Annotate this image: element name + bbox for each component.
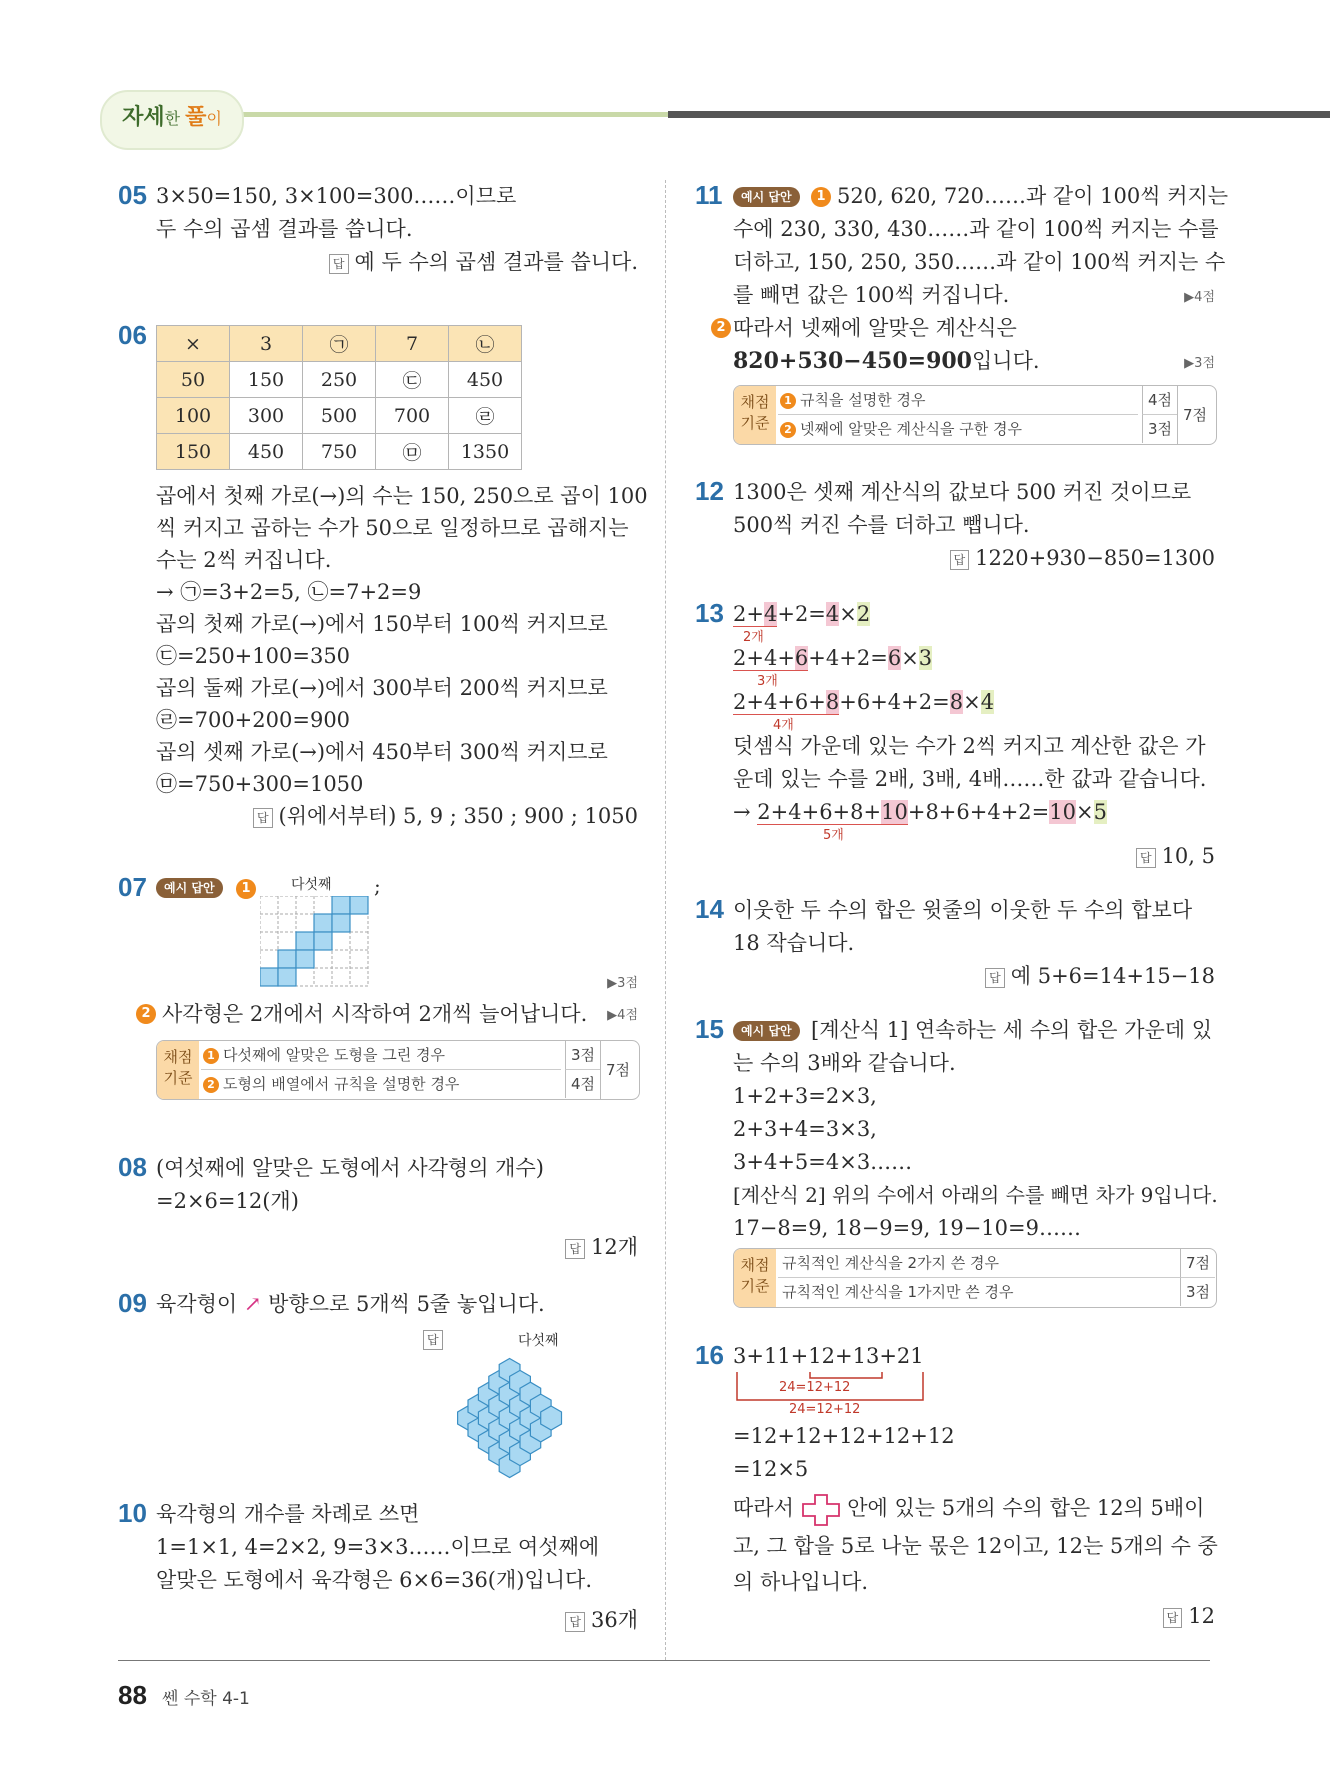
example-answer-badge: 예시 답안: [156, 878, 223, 898]
answer-line: [1163, 1600, 1215, 1633]
criteria-row: 규칙적인 계산식을 1가지만 쓴 경우: [782, 1283, 1014, 1301]
text-line: [계산식 2] 위의 수에서 아래의 수를 빼면 차가 9입니다.: [733, 1183, 1218, 1207]
answer-line: [253, 800, 638, 833]
criteria-points: 7점: [1180, 1249, 1215, 1278]
criteria-row: 1 다섯째에 알맞은 도형을 그린 경우: [201, 1041, 561, 1070]
grid-square: [296, 932, 314, 950]
text-line: 17−8=9, 18−9=9, 19−10=9……: [733, 1216, 1081, 1240]
question-number: 12: [695, 476, 724, 506]
text-line: ㉣=700+200=900: [156, 708, 351, 732]
text-line: 운데 있는 수를 2배, 3배, 4배……한 값과 같습니다.: [733, 767, 1207, 791]
text-line: 육각형의 개수를 차례로 쓰면: [156, 1502, 420, 1526]
criteria-points: 3점: [565, 1041, 600, 1070]
criteria-label: 채점 기준: [157, 1041, 199, 1099]
answer-line: [565, 1231, 638, 1264]
count-label: 4개: [773, 718, 794, 733]
grid-square: [260, 968, 278, 986]
text-line: 덧셈식 가운데 있는 수가 2씩 커지고 계산한 값은 가: [733, 734, 1206, 758]
table-cell: ㉢: [376, 362, 449, 398]
table-cell: 150: [230, 362, 303, 398]
answer-label: 답: [423, 1330, 443, 1350]
bracket-label: 24=12+12: [779, 1380, 851, 1395]
answer-label: 답: [1163, 1608, 1183, 1628]
grid-square: [332, 896, 350, 914]
answer-line: [950, 542, 1215, 575]
text-line: 육각형이 ↗ 방향으로 5개씩 5줄 놓입니다.: [156, 1292, 545, 1316]
grid-square: [278, 950, 296, 968]
text-line: ㉤=750+300=1050: [156, 772, 364, 796]
step-2-marker: 2: [711, 318, 731, 338]
text-line: 820+530−450=900입니다.: [733, 348, 1040, 374]
text-line: 수에 230, 330, 430……과 같이 100씩 커지는 수를: [733, 217, 1219, 241]
text-line: 곱의 첫째 가로(→)에서 150부터 100씩 커지므로: [156, 612, 608, 636]
count-label: 3개: [757, 674, 778, 689]
answer-label: 답: [985, 968, 1005, 988]
text-line: 수는 2씩 커집니다.: [156, 548, 332, 572]
figure-label: 다섯째: [518, 1333, 559, 1349]
table-cell: 150: [157, 434, 230, 470]
header-line-dark: [668, 111, 1330, 118]
text-line: ㉢=250+100=350: [156, 644, 351, 668]
step-1-marker: 1: [811, 187, 831, 207]
question-number: 15: [695, 1014, 724, 1044]
text-line: 1+2+3=2×3,: [733, 1084, 877, 1108]
table-cell: 50: [157, 362, 230, 398]
square-grid-figure: [260, 896, 370, 989]
count-label: 5개: [823, 828, 844, 843]
key-expression: 820+530−450=900: [733, 348, 972, 374]
book-title: 쎈 수학 4-1: [162, 1689, 250, 1709]
cross-shape-icon: [801, 1493, 841, 1527]
criteria-row: 2 넷째에 알맞은 계산식을 구한 경우: [778, 415, 1022, 443]
table-cell: 7: [376, 326, 449, 362]
answer-label: 답: [329, 254, 349, 274]
answer-label: 답: [1136, 848, 1156, 868]
answer-label: 답: [253, 808, 273, 828]
criteria-row: 2 도형의 배열에서 규칙을 설명한 경우: [201, 1070, 459, 1098]
table-cell: 100: [157, 398, 230, 434]
grid-label: 다섯째: [291, 877, 332, 893]
hexagon-cell: [541, 1406, 562, 1430]
answer-line: [1136, 840, 1215, 873]
text-line: 3+4+5=4×3……: [733, 1150, 913, 1174]
table-cell: 300: [230, 398, 303, 434]
text-line: 따라서 안에 있는 5개의 수의 합은 12의 5배이: [733, 1492, 1204, 1527]
answer-text: 36개: [590, 1608, 638, 1632]
text-line: =2×6=12(개): [156, 1189, 299, 1213]
semicolon: ;: [374, 874, 381, 898]
points-note: ▶3점: [607, 976, 638, 991]
question-number: 09: [118, 1288, 147, 1318]
text-line: 3+11+12+13+21: [733, 1344, 924, 1368]
text-line: 520, 620, 720……과 같이 100씩 커지는: [837, 184, 1229, 208]
text-line: 1=1×1, 4=2×2, 9=3×3……이므로 여섯째에: [156, 1535, 600, 1559]
question-09: [118, 1288, 638, 1488]
table-cell: 700: [376, 398, 449, 434]
text-line: [계산식 1] 연속하는 세 수의 합은 가운데 있: [811, 1018, 1213, 1042]
equation-row: 2+4+6+8+6+4+2=8×4: [733, 690, 995, 714]
text-line: 따라서 넷째에 알맞은 계산식은: [733, 316, 1017, 340]
question-13: [695, 598, 1215, 878]
table-cell: ㉣: [449, 398, 522, 434]
text-line: 18 작습니다.: [733, 931, 855, 955]
table-cell: ×: [157, 326, 230, 362]
criteria-label: 채점 기준: [734, 1249, 776, 1307]
question-number: 11: [695, 180, 723, 210]
question-number: 10: [118, 1498, 147, 1528]
table-cell: 500: [303, 398, 376, 434]
question-number: 13: [695, 598, 724, 628]
question-07: [118, 872, 638, 1102]
table-cell: ㉡: [449, 326, 522, 362]
column-divider: [665, 180, 666, 1660]
grid-square: [314, 932, 332, 950]
text-line: 이웃한 두 수의 합은 윗줄의 이웃한 두 수의 합보다: [733, 898, 1193, 922]
answer-text: 12: [1188, 1604, 1215, 1628]
table-cell: 450: [449, 362, 522, 398]
text-line: 더하고, 150, 250, 350……과 같이 100씩 커지는 수: [733, 250, 1226, 274]
text-line: =12×5: [733, 1457, 809, 1481]
text-line: 곱의 셋째 가로(→)에서 450부터 300씩 커지므로: [156, 740, 608, 764]
text-line: 사각형은 2개에서 시작하여 2개씩 늘어납니다.: [162, 1002, 588, 1026]
criteria-row: 1 규칙을 설명한 경우: [778, 386, 1138, 415]
answer-text: 12개: [590, 1235, 638, 1259]
question-number: 05: [118, 180, 147, 210]
table-cell: ㉠: [303, 326, 376, 362]
table-cell: 450: [230, 434, 303, 470]
criteria-label: 채점 기준: [734, 386, 776, 444]
text-line: 1300은 셋째 계산식의 값보다 500 커진 것이므로: [733, 480, 1192, 504]
text-line: 씩 커지고 곱하는 수가 50으로 일정하므로 곱해지는: [156, 516, 629, 540]
points-note: ▶4점: [1184, 290, 1215, 305]
criteria-points: 3점: [1142, 415, 1177, 443]
bracket-label: 24=12+12: [789, 1402, 861, 1417]
points-note: ▶4점: [607, 1008, 638, 1023]
text-line: =12+12+12+12+12: [733, 1424, 955, 1448]
table-cell: ㉤: [376, 434, 449, 470]
text-line: 두 수의 곱셈 결과를 씁니다.: [156, 217, 413, 241]
header-logo: 자세한 풀이: [100, 90, 244, 150]
question-number: 08: [118, 1152, 147, 1182]
criteria-total: 7점: [1177, 386, 1212, 444]
text-line: 500씩 커진 수를 더하고 뺍니다.: [733, 513, 1030, 537]
answer-label: 답: [565, 1612, 585, 1632]
answer-label: 답: [950, 550, 970, 570]
equation-row: → 2+4+6+8+10+8+6+4+2=10×5: [733, 800, 1107, 824]
scoring-criteria-box: [156, 1040, 640, 1100]
answer-line: [565, 1604, 638, 1637]
header-bar: [0, 0, 1330, 150]
hexagon-figure: [448, 1354, 640, 1482]
diagonal-arrow-icon: ↗: [243, 1292, 262, 1316]
text-line: 를 빼면 값은 100씩 커집니다.: [733, 283, 1010, 307]
answer-text: 예 5+6=14+15−18: [1010, 964, 1215, 988]
question-number: 14: [695, 894, 724, 924]
equation-row: 2+4+6+4+2=6×3: [733, 646, 933, 670]
scoring-criteria-box: [733, 385, 1217, 445]
example-answer-badge: 예시 답안: [733, 187, 800, 207]
grid-square: [350, 896, 368, 914]
count-label: 2개: [743, 630, 764, 645]
page-number: 88: [118, 1680, 147, 1710]
text-line: 알맞은 도형에서 육각형은 6×6=36(개)입니다.: [156, 1568, 593, 1592]
question-number: 16: [695, 1340, 724, 1370]
answer-label: 답: [565, 1239, 585, 1259]
text-line: → ㉠=3+2=5, ㉡=7+2=9: [156, 580, 422, 604]
criteria-total: 7점: [600, 1041, 635, 1099]
step-1-marker: 1: [236, 879, 256, 899]
text-line: 곱에서 첫째 가로(→)의 수는 150, 250으로 곱이 100: [156, 484, 648, 508]
grid-square: [314, 914, 332, 932]
criteria-points: 4점: [1142, 386, 1177, 415]
text-line: 고, 그 합을 5로 나눈 몫은 12이고, 12는 5개의 수 중: [733, 1534, 1218, 1558]
text-line: (여섯째에 알맞은 도형에서 사각형의 개수): [156, 1156, 544, 1180]
answer-line: [329, 246, 638, 279]
table-cell: 1350: [449, 434, 522, 470]
points-note: ▶3점: [1184, 356, 1215, 371]
example-answer-badge: 예시 답안: [733, 1021, 800, 1041]
table-cell: 250: [303, 362, 376, 398]
scoring-criteria-box: [733, 1248, 1217, 1308]
criteria-row: 규칙적인 계산식을 2가지 쓴 경우: [778, 1249, 1182, 1278]
table-cell: 750: [303, 434, 376, 470]
text-line: 3×50=150, 3×100=300……이므로: [156, 184, 517, 208]
answer-text: 10, 5: [1161, 844, 1215, 868]
text-line: 는 수의 3배와 같습니다.: [733, 1051, 956, 1075]
answer-line: [985, 960, 1215, 993]
step-2-marker: 2: [136, 1004, 156, 1024]
grid-square: [332, 914, 350, 932]
question-number: 06: [118, 320, 147, 350]
criteria-points: 3점: [1180, 1278, 1215, 1306]
text-line: 2+3+4=3×3,: [733, 1117, 877, 1141]
question-number: 07: [118, 872, 147, 902]
answer-text: (위에서부터) 5, 9 ; 350 ; 900 ; 1050: [278, 804, 638, 828]
text-line: 의 하나입니다.: [733, 1570, 869, 1594]
grid-square: [278, 968, 296, 986]
multiplication-table: [156, 325, 522, 470]
criteria-points: 4점: [565, 1070, 600, 1098]
equation-row: 2+4+2=4×2: [733, 602, 871, 626]
header-line-light: [210, 112, 670, 117]
grid-square: [296, 950, 314, 968]
text-line: 곱의 둘째 가로(→)에서 300부터 200씩 커지므로: [156, 676, 608, 700]
answer-text: 1220+930−850=1300: [975, 546, 1215, 570]
answer-text: 예 두 수의 곱셈 결과를 씁니다.: [354, 250, 638, 274]
question-16: [695, 1340, 1218, 1640]
table-cell: 3: [230, 326, 303, 362]
footer-rule: [118, 1660, 1210, 1661]
footer: [118, 1680, 250, 1711]
